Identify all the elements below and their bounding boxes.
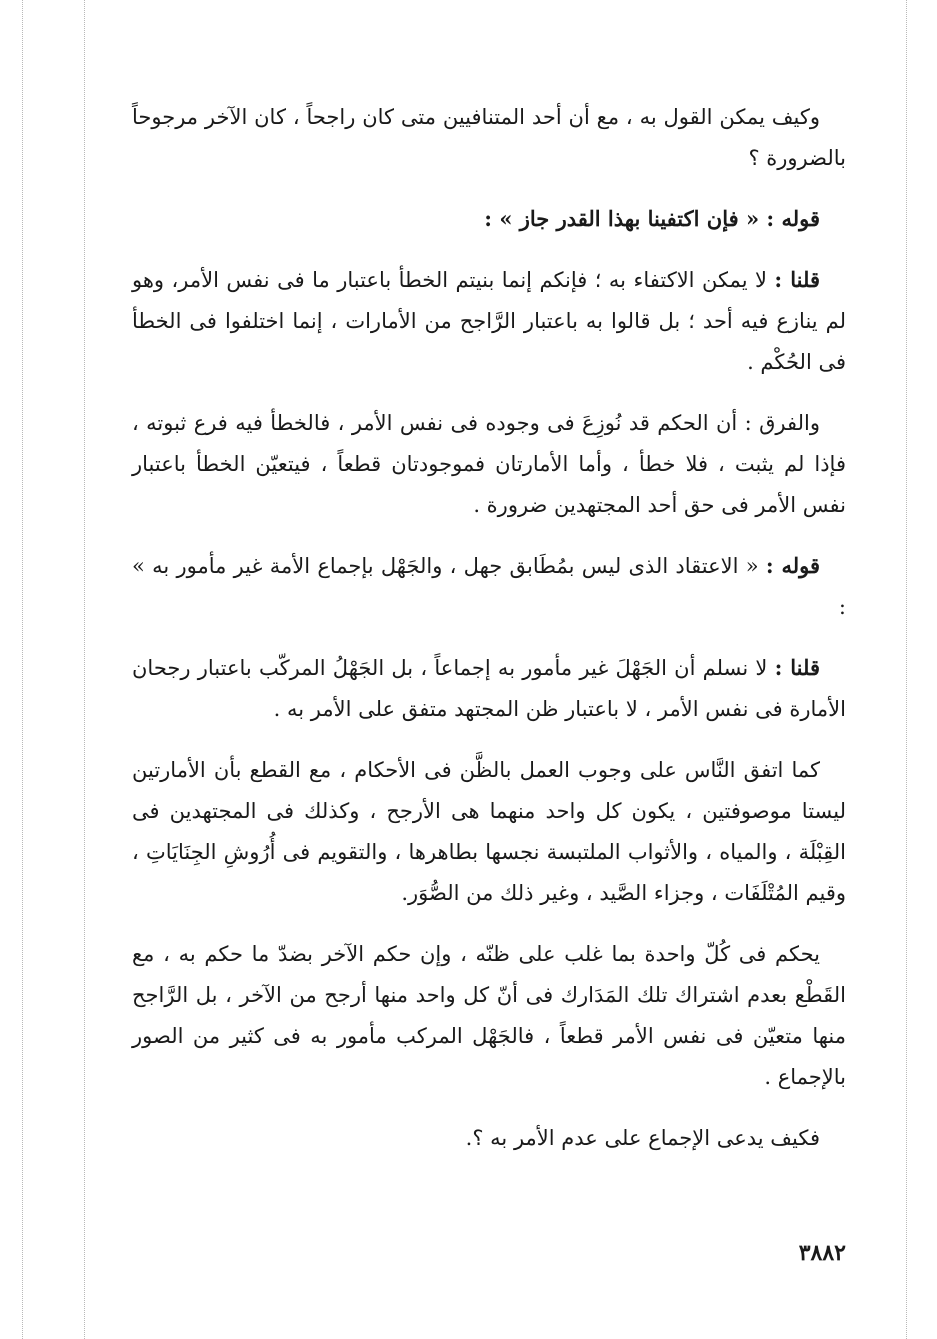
- paragraph: [132, 198, 846, 240]
- page-body: [132, 96, 846, 1276]
- margin-guide-right: [906, 0, 907, 1339]
- paragraph-text: « فإن اكتفينا بهذا القدر جاز » :: [484, 206, 767, 231]
- paragraph: [132, 933, 846, 1098]
- paragraph: [132, 545, 846, 628]
- paragraph-lead: قلنا :: [774, 267, 820, 292]
- paragraph: [132, 259, 846, 383]
- paragraph-text: « الاعتقاد الذى ليس بمُطَابق جهل ، والجَهْل بإجماع الأمة غير مأمور به » :: [132, 554, 846, 619]
- paragraph-lead: قلنا :: [774, 655, 820, 680]
- margin-guide-inner: [84, 0, 85, 1339]
- paragraph-lead: قوله :: [766, 206, 820, 231]
- paragraph: [132, 96, 846, 179]
- paragraph-text: والفرق : أن الحكم قد نُوزِعَ فى وجوده فى نفس الأمر ، فالخطأ فيه فرع ثبوته ، فإذا لم يثبت ، فلا خطأ ، وأما الأمارتان فموجودتان قطعاً ، فيتعيّن الخطأ باعتبار نفس الأمر فى حق أحد المجتهدين ضرورة .: [132, 411, 846, 517]
- paragraph: [132, 749, 846, 914]
- paragraph-lead: قوله :: [765, 553, 821, 578]
- paragraph: [132, 647, 846, 730]
- paragraph: [132, 1117, 846, 1159]
- paragraph: [132, 402, 846, 526]
- paragraph-text: كما اتفق النَّاس على وجوب العمل بالظَّن فى الأحكام ، مع القطع بأن الأمارتين ليستا موصوفتين ، يكون كل واحد منهما هى الأرجح ، وكذلك فى المجتهدين فى القِبْلَة ، والمياه ، والأثواب الملتبسة نجسها بطاهرها ، والتقويم فى أُرُوشِ الجِنَايَاتِ ، وقيم المُتْلَفَات ، وجزاء الصَّيد ، وغير ذلك من الصُّوَر.: [132, 758, 847, 905]
- paragraph-text: وكيف يمكن القول به ، مع أن أحد المتنافيين متى كان راجحاً ، كان الآخر مرجوحاً بالضرورة ؟: [132, 105, 846, 170]
- paragraph-text: فكيف يدعى الإجماع على عدم الأمر به ؟.: [465, 1126, 820, 1150]
- paragraph-text: لا يمكن الاكتفاء به ؛ فإنكم إنما بنيتم الخطأ باعتبار ما فى نفس الأمر، وهو لم ينازع فيه أحد ؛ بل قالوا به باعتبار الرَّاجح من الأمارات ، إنما اختلفوا فى الخطأ فى الحُكْم .: [132, 268, 846, 374]
- page-number: ٣٨٨٢: [798, 1240, 846, 1266]
- paragraph-text: لا نسلم أن الجَهْلَ غير مأمور به إجماعاً ، بل الجَهْلُ المركّب باعتبار رجحان الأمارة فى نفس الأمر ، لا باعتبار ظن المجتهد متفق على الأمر به .: [132, 656, 846, 721]
- paragraph-text: يحكم فى كُلّ واحدة بما غلب على ظنّه ، وإن حكم الآخر بضدّ ما حكم به ، مع القَطْع بعدم اشتراك تلك المَدَارك فى أنّ كل واحد منها أرجح من الآخر ، بل الرَّاجح منها متعيّن فى نفس الأمر قطعاً ، فالجَهْل المركب مأمور به فى كثير من الصور بالإجماع .: [132, 942, 846, 1089]
- margin-guide-left: [22, 0, 23, 1339]
